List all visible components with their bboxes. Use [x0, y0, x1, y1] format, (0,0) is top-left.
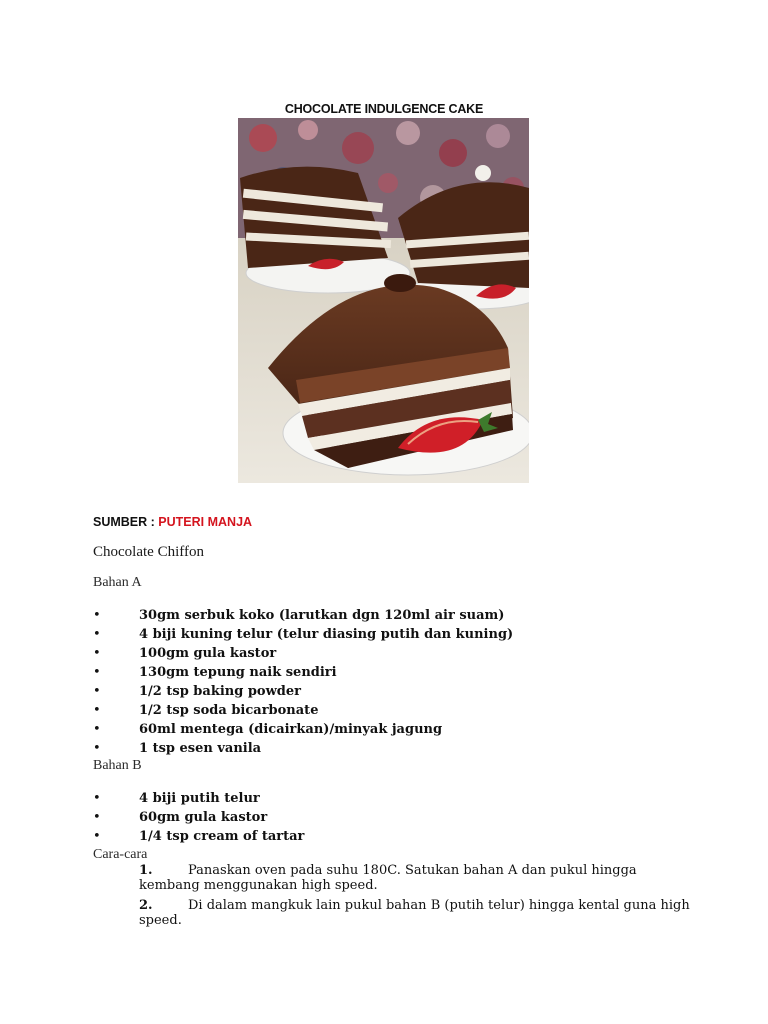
steps-list — [139, 863, 699, 933]
list-item — [93, 720, 513, 739]
step-item — [139, 863, 699, 893]
cake-photo — [238, 118, 529, 483]
list-item-text: 30gm serbuk koko (larutkan dgn 120ml air suam) — [139, 608, 505, 623]
bullet: • — [93, 810, 101, 825]
list-item — [93, 663, 513, 682]
list-item-text: 1/2 tsp baking powder — [139, 684, 301, 699]
list-item — [93, 644, 513, 663]
bullet: • — [93, 684, 101, 699]
list-item-text: 1 tsp esen vanila — [139, 741, 262, 756]
bahan-b-list — [93, 789, 304, 846]
source-label: SUMBER : — [93, 515, 155, 529]
source-name: PUTERI MANJA — [158, 515, 253, 529]
bullet: • — [93, 627, 101, 642]
bahan-a-list — [93, 606, 513, 758]
list-item-text: 60gm gula kastor — [139, 810, 268, 825]
list-item — [93, 701, 513, 720]
step-number: 1. — [139, 863, 153, 878]
bullet: • — [93, 608, 101, 623]
list-item-text: 100gm gula kastor — [139, 646, 277, 661]
source-line — [93, 515, 252, 529]
step-text: Panaskan oven pada suhu 180C. Satukan bahan A dan pukul hingga kembang menggunakan high speed. — [139, 863, 637, 893]
step-number: 2. — [139, 898, 153, 913]
list-item-text: 1/4 tsp cream of tartar — [139, 829, 305, 844]
list-item — [93, 808, 304, 827]
step-item — [139, 898, 699, 928]
list-item-text: 130gm tepung naik sendiri — [139, 665, 337, 680]
bullet: • — [93, 646, 101, 661]
bahan-a-label: Bahan A — [93, 575, 142, 590]
list-item — [93, 789, 304, 808]
list-item-text: 4 biji putih telur — [139, 791, 260, 806]
document-title: CHOCOLATE INDULGENCE CAKE — [284, 102, 484, 116]
bahan-b-label: Bahan B — [93, 758, 142, 773]
bullet: • — [93, 741, 101, 756]
cara-label: Cara-cara — [93, 847, 148, 862]
list-item-text: 4 biji kuning telur (telur diasing putih dan kuning) — [139, 627, 514, 642]
bullet: • — [93, 703, 101, 718]
step-text: Di dalam mangkuk lain pukul bahan B (putih telur) hingga kental guna high speed. — [139, 898, 690, 928]
list-item-text: 60ml mentega (dicairkan)/minyak jagung — [139, 722, 443, 737]
bullet: • — [93, 665, 101, 680]
bullet: • — [93, 791, 101, 806]
list-item — [93, 827, 304, 846]
list-item — [93, 682, 513, 701]
list-item — [93, 739, 513, 758]
list-item — [93, 625, 513, 644]
section-title: Chocolate Chiffon — [93, 544, 204, 560]
list-item — [93, 606, 513, 625]
list-item-text: 1/2 tsp soda bicarbonate — [139, 703, 319, 718]
bullet: • — [93, 829, 101, 844]
bullet: • — [93, 722, 101, 737]
